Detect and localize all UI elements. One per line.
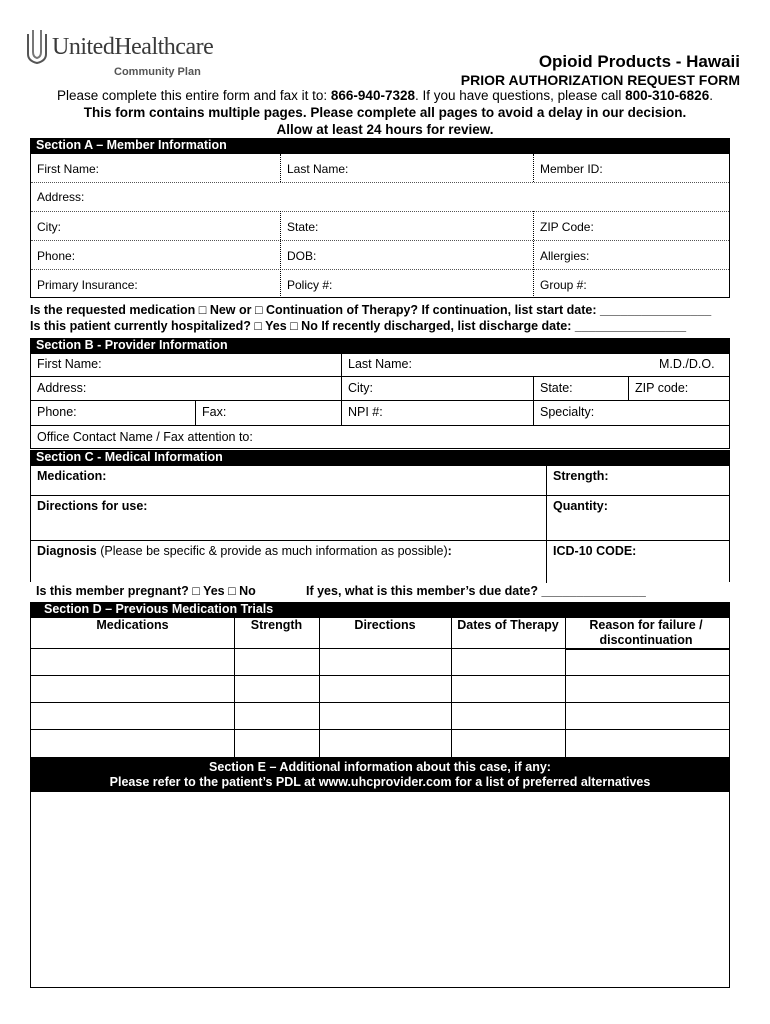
pregnant-question[interactable]: Is this member pregnant? □ Yes □ No bbox=[36, 584, 256, 598]
section-c-grid bbox=[30, 465, 730, 582]
section-e-header bbox=[30, 758, 730, 791]
npi-field[interactable]: NPI #: bbox=[348, 405, 383, 419]
office-contact-field[interactable]: Office Contact Name / Fax attention to: bbox=[37, 430, 253, 444]
medication-status-question[interactable]: Is the requested medication □ New or □ Continuation of Therapy? If continuation, list start date: ________________ bbox=[30, 303, 712, 317]
phone-number: 800-310-6826 bbox=[625, 88, 710, 103]
uhc-logo-icon bbox=[26, 28, 48, 64]
member-last-name-field[interactable]: Last Name: bbox=[287, 162, 349, 176]
specialty-field[interactable]: Specialty: bbox=[540, 405, 595, 419]
hospitalized-question[interactable]: Is this patient currently hospitalized? □ Yes □ No If recently discharged, list discharge date: ________________ bbox=[30, 319, 687, 333]
section-b-header: Section B - Provider Information bbox=[30, 338, 730, 353]
directions-field[interactable]: Directions for use: bbox=[37, 499, 148, 513]
member-dob-field[interactable]: DOB: bbox=[287, 249, 317, 263]
col-reason-for-failure: Reason for failure / discontinuation bbox=[589, 618, 703, 647]
section-e-note: Please refer to the patient’s PDL at www.uhcprovider.com for a list of preferred alternatives bbox=[109, 775, 651, 789]
section-a-header: Section A – Member Information bbox=[30, 138, 730, 153]
col-directions: Directions bbox=[354, 618, 416, 632]
provider-fax-field[interactable]: Fax: bbox=[202, 405, 227, 419]
group-number-field[interactable]: Group #: bbox=[540, 278, 587, 292]
provider-address-field[interactable]: Address: bbox=[37, 381, 87, 395]
member-state-field[interactable]: State: bbox=[287, 220, 319, 234]
provider-phone-field[interactable]: Phone: bbox=[37, 405, 77, 419]
member-zip-field[interactable]: ZIP Code: bbox=[540, 220, 594, 234]
strength-field[interactable]: Strength: bbox=[553, 469, 609, 483]
fax-number: 866-940-7328 bbox=[330, 88, 415, 103]
form-subtitle: PRIOR AUTHORIZATION REQUEST FORM bbox=[460, 72, 740, 88]
medication-trials-table bbox=[30, 617, 730, 758]
primary-insurance-field[interactable]: Primary Insurance: bbox=[37, 278, 138, 292]
section-d-header: Section D – Previous Medication Trials bbox=[30, 602, 730, 617]
section-e-title: Section E – Additional information about this case, if any: bbox=[209, 760, 551, 774]
provider-city-field[interactable]: City: bbox=[348, 381, 373, 395]
member-phone-field[interactable]: Phone: bbox=[37, 249, 76, 263]
col-strength: Strength bbox=[250, 618, 303, 632]
member-allergies-field[interactable]: Allergies: bbox=[540, 249, 590, 263]
logo-subtitle: Community Plan bbox=[114, 66, 201, 78]
provider-last-name-field[interactable]: Last Name: bbox=[348, 357, 412, 371]
provider-zip-field[interactable]: ZIP code: bbox=[635, 381, 689, 395]
intro-line-3: Allow at least 24 hours for review. bbox=[276, 122, 494, 137]
md-do-label: M.D./D.O. bbox=[659, 357, 715, 371]
section-c-header: Section C - Medical Information bbox=[30, 450, 730, 465]
provider-first-name-field[interactable]: First Name: bbox=[37, 357, 102, 371]
icd-10-field[interactable]: ICD-10 CODE: bbox=[553, 544, 637, 558]
section-a-grid bbox=[30, 153, 730, 298]
member-city-field[interactable]: City: bbox=[37, 220, 61, 234]
quantity-field[interactable]: Quantity: bbox=[553, 499, 608, 513]
col-dates-of-therapy: Dates of Therapy bbox=[457, 618, 559, 632]
diagnosis-field[interactable]: Diagnosis (Please be specific & provide as much information as possible): bbox=[37, 544, 452, 558]
additional-information-field[interactable] bbox=[30, 791, 730, 988]
member-id-field[interactable]: Member ID: bbox=[540, 162, 603, 176]
form-title: Opioid Products - Hawaii bbox=[538, 52, 740, 71]
intro-line-1: Please complete this entire form and fax it to: 866-940-7328. If you have questions, please call 800-310-6826. bbox=[57, 88, 713, 103]
intro-line-2: This form contains multiple pages. Please complete all pages to avoid a delay in our decision. bbox=[83, 105, 687, 120]
member-address-field[interactable]: Address: bbox=[37, 190, 85, 204]
section-b-grid bbox=[30, 353, 730, 449]
medication-field[interactable]: Medication: bbox=[37, 469, 107, 483]
policy-number-field[interactable]: Policy #: bbox=[287, 278, 333, 292]
due-date-question[interactable]: If yes, what is this member’s due date? _______________ bbox=[306, 584, 646, 598]
member-first-name-field[interactable]: First Name: bbox=[37, 162, 100, 176]
col-medications: Medications bbox=[96, 618, 169, 632]
logo-text: UnitedHealthcare bbox=[52, 34, 214, 60]
provider-state-field[interactable]: State: bbox=[540, 381, 573, 395]
